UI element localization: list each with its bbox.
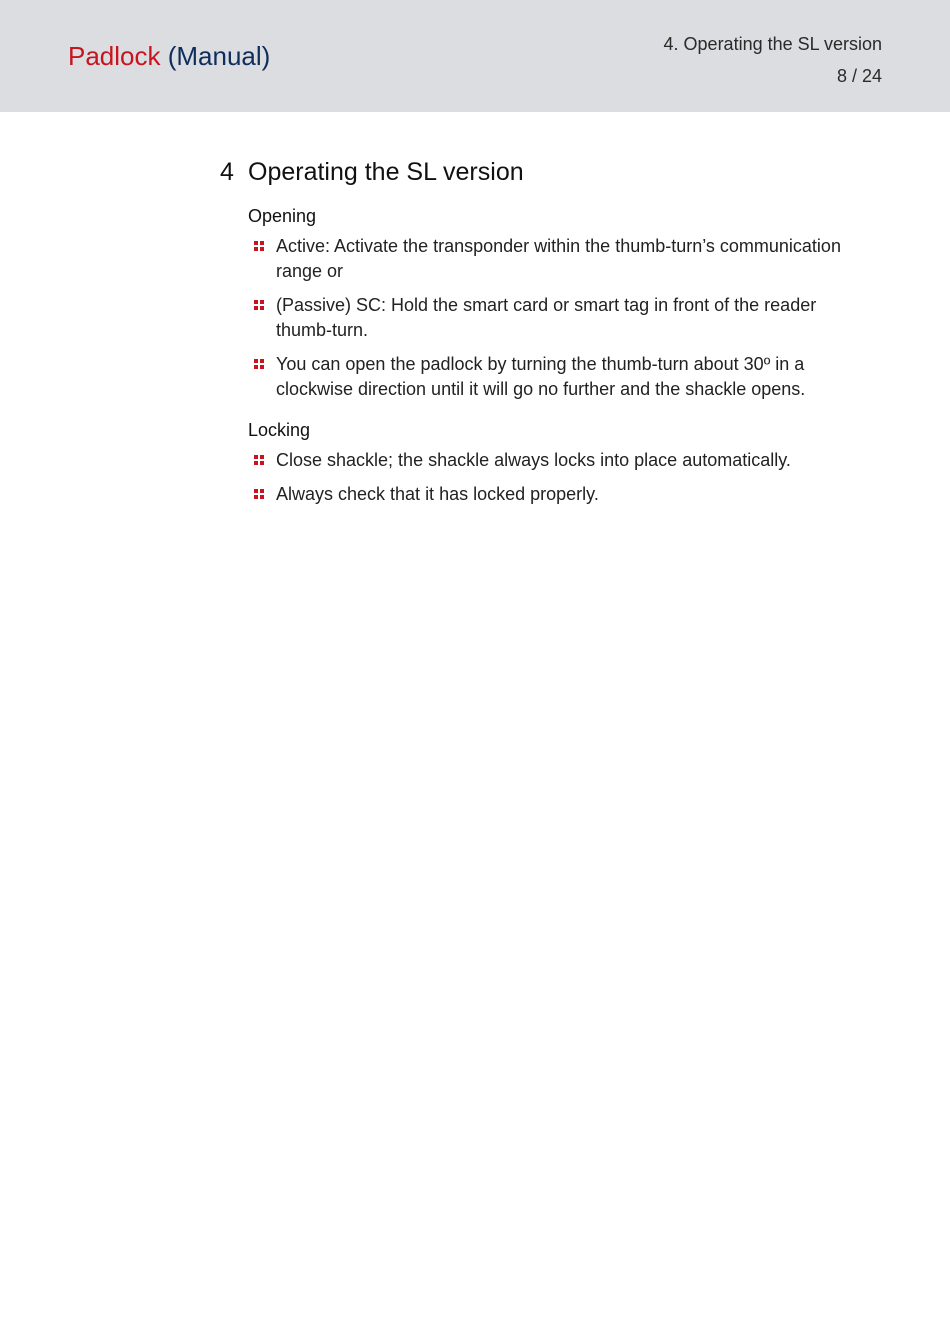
list-item bbox=[220, 293, 860, 343]
list-item bbox=[220, 448, 860, 473]
list-item-text: Close shackle; the shackle always locks into place automatically. bbox=[276, 450, 791, 470]
document-brand bbox=[68, 40, 270, 72]
chapter-title: Operating the SL version bbox=[248, 158, 524, 186]
page-header bbox=[0, 0, 950, 112]
locking-heading: Locking bbox=[248, 420, 311, 440]
list-item bbox=[220, 482, 860, 507]
list-item-text: You can open the padlock by turning the thumb-turn about 30º in a clockwise direction until it will go no further and the shackle opens. bbox=[276, 354, 806, 399]
opening-heading: Opening bbox=[248, 206, 317, 226]
header-meta bbox=[664, 28, 882, 92]
page-number: 8 / 24 bbox=[836, 66, 882, 86]
chapter-number: 4 bbox=[220, 158, 234, 186]
bullet-icon bbox=[254, 455, 265, 466]
brand-product-name: Padlock bbox=[68, 41, 161, 71]
locking-list bbox=[220, 448, 860, 507]
bullet-icon bbox=[254, 300, 265, 311]
chapter-heading bbox=[220, 152, 860, 192]
list-item bbox=[220, 352, 860, 402]
list-item-text: (Passive) SC: Hold the smart card or smart tag in front of the reader thumb-turn. bbox=[276, 295, 817, 340]
list-item-text: Always check that it has locked properly. bbox=[276, 484, 599, 504]
brand-document-type: (Manual) bbox=[167, 41, 271, 71]
bullet-icon bbox=[254, 489, 265, 500]
header-chapter-reference: 4. Operating the SL version bbox=[663, 34, 882, 54]
page-content bbox=[220, 152, 860, 516]
list-item bbox=[220, 234, 860, 284]
bullet-icon bbox=[254, 241, 265, 252]
opening-list bbox=[220, 234, 860, 402]
list-item-text: Active: Activate the transponder within the thumb-turn’s communication range or bbox=[276, 236, 841, 281]
bullet-icon bbox=[254, 359, 265, 370]
